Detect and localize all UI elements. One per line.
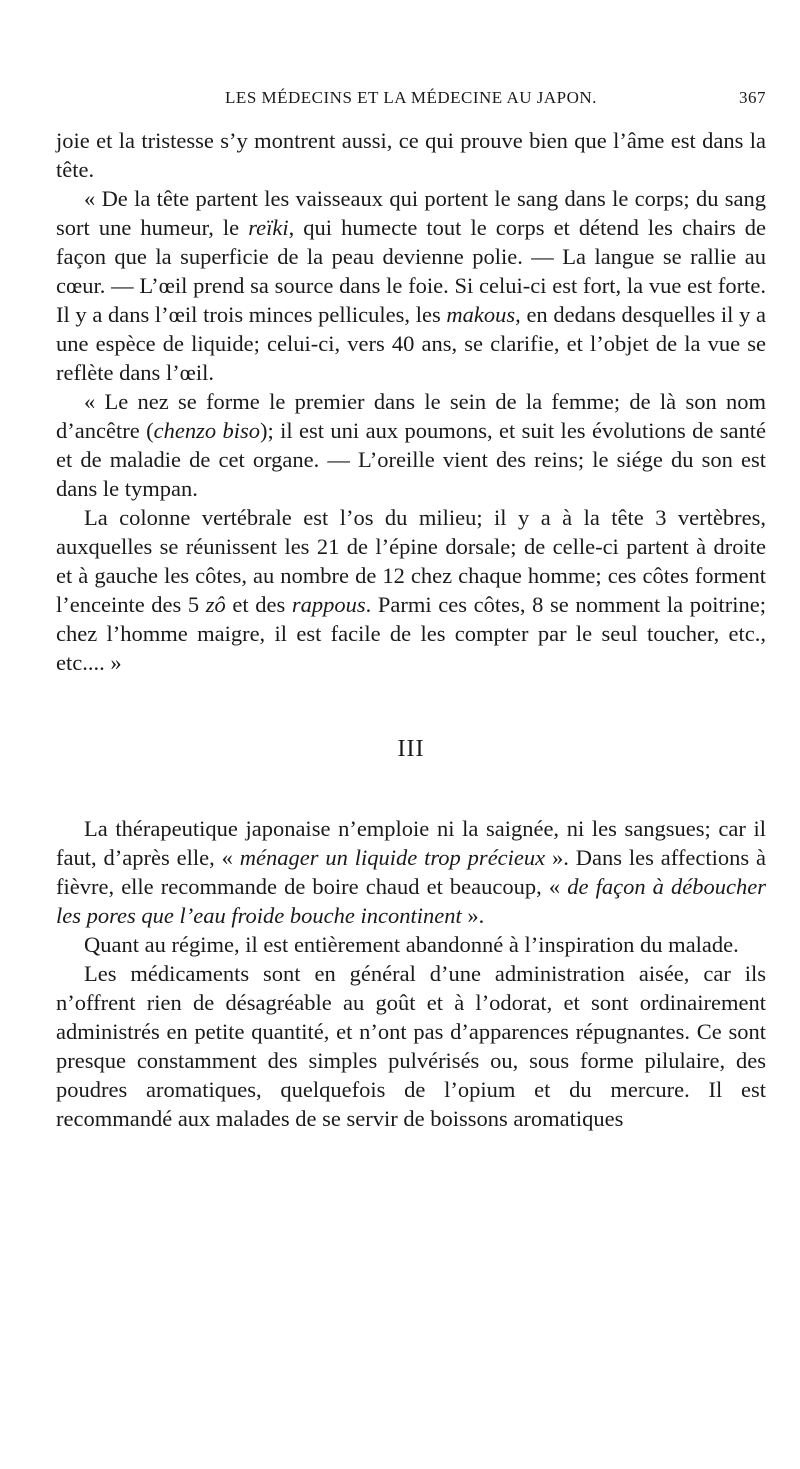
text-run: « Le nez se forme le premier dans le sein de la femme; de là son nom d’ancêtre ( <box>56 389 766 443</box>
text-run: , en dedans desquelles il y a une espèce de liquide; celui-ci, vers 40 ans, se clarifie, et l’objet de la vue se reflète dans l’œil. <box>56 302 767 385</box>
text-run: , qui humecte tout le corps et détend les chairs de façon que la superficie de la peau devienne polie. — La langue se rallie au cœur. — L’œil prend sa source dans le foie. Si celui-ci est fort, la vue est forte. Il y a dans l’œil trois minces pellicules, les <box>56 215 766 327</box>
italic-term: rappous <box>291 592 366 617</box>
italic-term: makous <box>446 302 516 327</box>
text-run: La colonne vertébrale est l’os du milieu; il y a à la tête 3 vertèbres, auxquelles se réunissent les 21 de l’épine dorsale; de celle-ci partent à droite et à gauche les côtes, au nombre de 12 chez chaque homme; ces côtes forment l’enceinte des 5 <box>56 505 766 617</box>
paragraph <box>56 126 766 184</box>
text-run: . Parmi ces côtes, 8 se nomment la poitrine; chez l’homme maigre, il est facile de les compter par le seul toucher, etc., etc.... » <box>56 592 767 675</box>
paragraph <box>56 930 766 959</box>
running-title: LES MÉDECINS ET LA MÉDECINE AU JAPON. <box>225 88 597 107</box>
italic-term: de façon à déboucher les pores que l’eau froide bouche incontinent <box>56 874 766 928</box>
book-page <box>56 88 766 1133</box>
italic-term: reïki <box>248 215 289 240</box>
text-run: « De la tête partent les vaisseaux qui portent le sang dans le corps; du sang sort une humeur, le <box>56 186 766 240</box>
text-run: joie et la tristesse s’y montrent aussi, ce qui prouve bien que l’âme est dans la tête. <box>56 128 766 182</box>
paragraph <box>56 184 766 387</box>
paragraph <box>56 814 766 930</box>
italic-term: chenzo biso <box>153 418 260 443</box>
page-number: 367 <box>739 88 766 107</box>
text-run: La thérapeutique japonaise n’emploie ni la saignée, ni les sangsues; car il faut, d’après elle, « <box>56 816 766 870</box>
paragraph <box>56 503 766 677</box>
paragraph <box>56 387 766 503</box>
text-run: ); il est uni aux poumons, et suit les évolutions de santé et de maladie de cet organe. — L’oreille vient des reins; le siége du son est dans le tympan. <box>56 418 766 501</box>
text-run: et des <box>225 592 292 617</box>
text-run: Quant au régime, il est entièrement abandonné à l’inspiration du malade. <box>84 932 739 957</box>
body-text <box>56 126 766 1133</box>
text-run: ». Dans les affections à fièvre, elle recommande de boire chaud et beaucoup, « <box>56 845 766 899</box>
running-head <box>56 88 766 118</box>
italic-term: zô <box>205 592 226 617</box>
paragraph <box>56 959 766 1133</box>
text-run: ». <box>461 903 485 928</box>
section-number: III <box>397 736 425 762</box>
text-run: Les médicaments sont en général d’une administration aisée, car ils n’offrent rien de désagréable au goût et à l’odorat, et sont ordinairement administrés en petite quantité, et n’ont pas d’apparences répugnantes. Ce sont presque constamment des simples pulvérisés ou, sous forme pilulaire, des poudres aromatiques, quelquefois de l’opium et du mercure. Il est recommandé aux malades de se servir de boissons aromatiques <box>56 961 766 1131</box>
italic-term: ménager un liquide trop précieux <box>239 845 546 870</box>
